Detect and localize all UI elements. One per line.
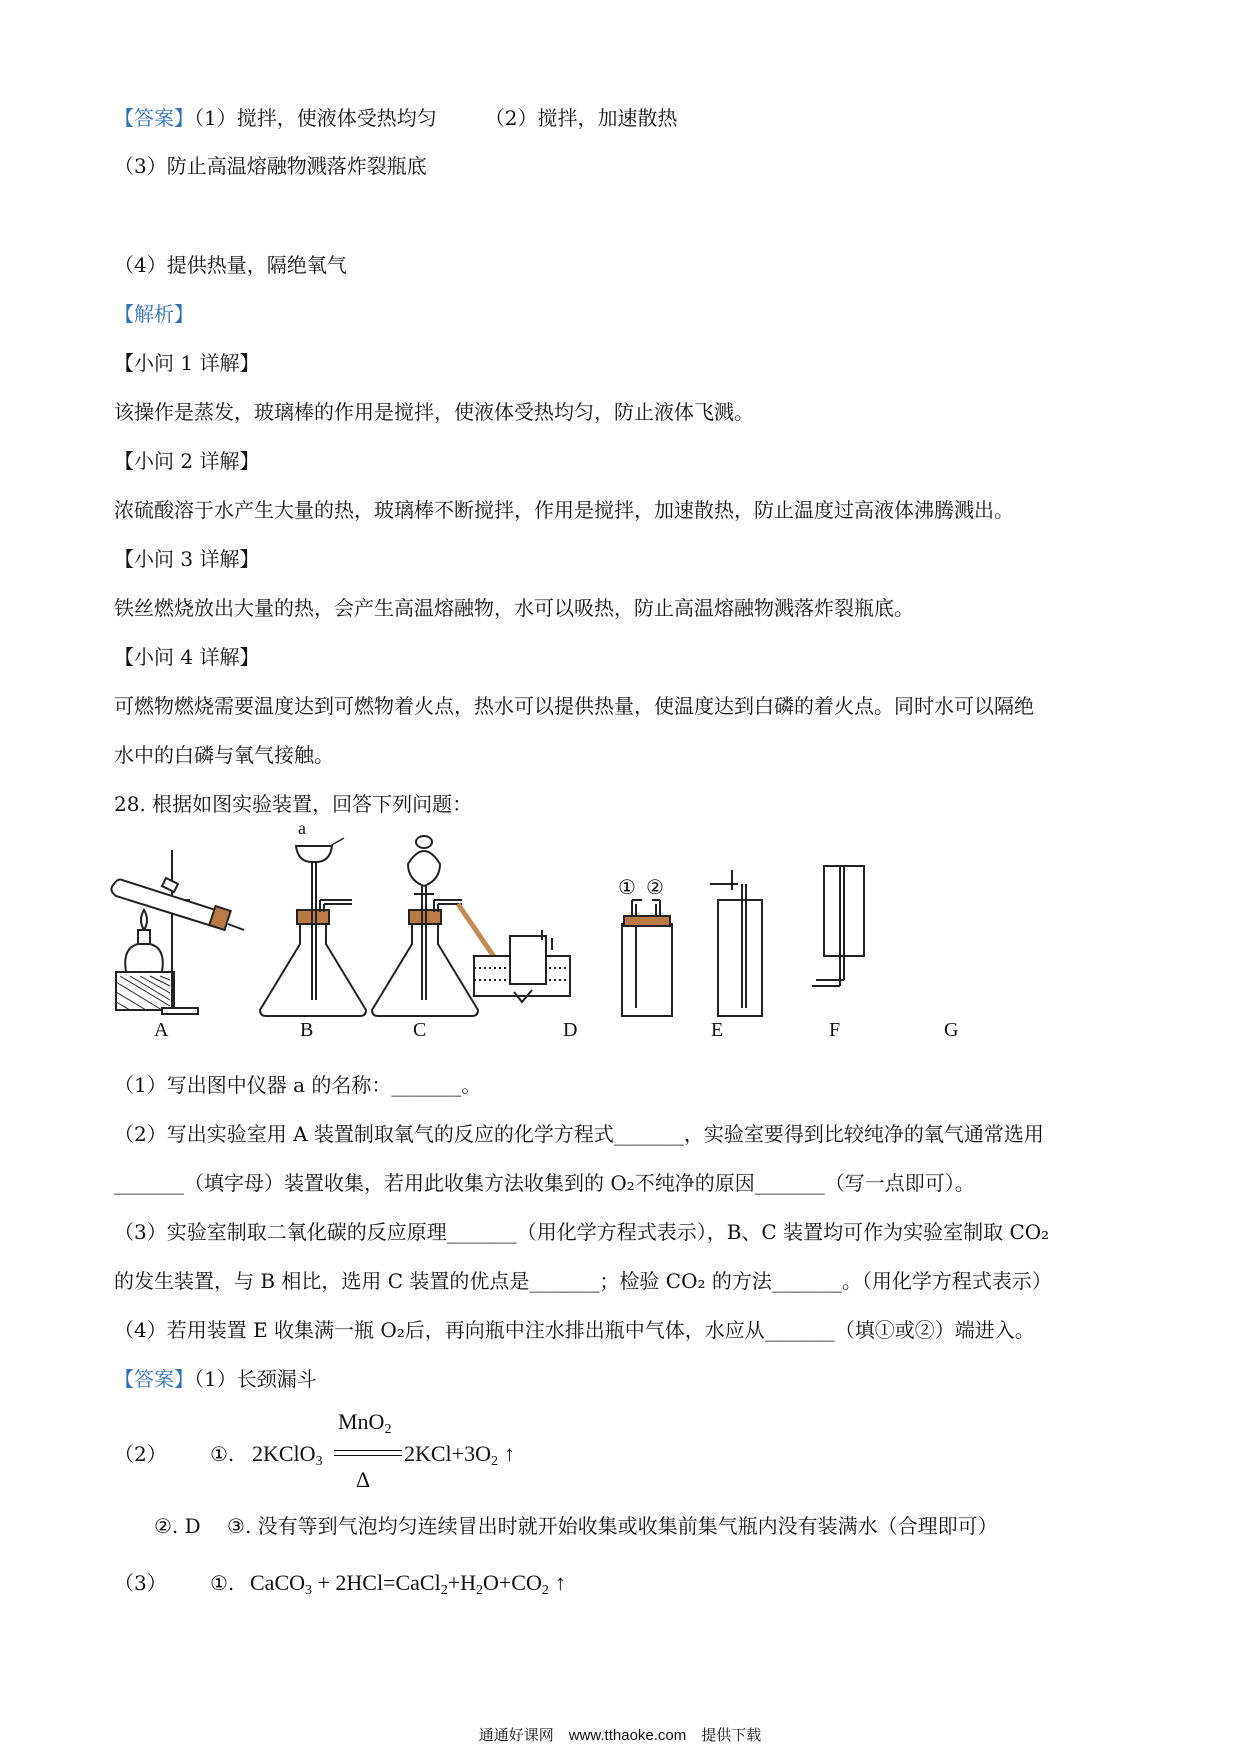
question-4: （4）若用装置 E 收集满一瓶 O₂后，再向瓶中注水排出瓶中气体，水应从_______（填①或②）端进入。 [114,1318,1035,1342]
question-28-title: 28. 根据如图实验装置，回答下列问题： [114,792,473,816]
apparatus-e-icon [622,900,672,1016]
question-2-line-1: （2）写出实验室用 A 装置制取氧气的反应的化学方程式_______，实验室要得到比较纯净的氧气通常选用 [114,1122,1044,1146]
figure-label-g: G [944,1019,959,1041]
gas-arrow-icon: ↑ [503,1441,515,1466]
sub-question-4-explanation-1: 可燃物燃烧需要温度达到可燃物着火点，热水可以提供热量，使温度达到白磷的着火点。同时水可以隔绝 [114,694,1034,718]
answer-28-2-heat: Δ [356,1467,371,1492]
answer-3: （3）防止高温熔融物溅落炸裂瓶底 [114,154,427,178]
label-port-1: ① [618,875,636,899]
question-2-line-2: _______（填字母）装置收集，若用此收集方法收集到的 O₂不纯净的原因_______（写一点即可）。 [114,1171,975,1195]
answer-28-2-catalyst: MnO$_2$ [338,1409,392,1437]
apparatus-g-icon [812,866,864,986]
answer-28-2-equation-left: 2KClO$_3$ [252,1441,323,1469]
apparatus-f-icon [710,870,762,1016]
answer-28-1: （1）长颈漏斗 [194,1367,317,1391]
figure-label-d: D [563,1019,578,1041]
label-port-2: ② [646,875,664,899]
equation-bar-top [334,1450,402,1451]
sub-question-2-heading: 【小问 2 详解】 [114,449,260,473]
answer-tag: 【答案】 [114,106,194,130]
answer-line-1 [114,104,677,132]
answer-28-2-line-2: ②. D ③. 没有等到气泡均匀连续冒出时就开始收集或收集前集气瓶内没有装满水（合理即可） [154,1514,998,1538]
answer-28-3-equation: CaCO$_3$ + $2HCl=CaCl_2+H_2O+CO_2$ ↑ [250,1570,566,1598]
page-footer: 通通好课网 www.tthaoke.com 提供下载 [478,1727,762,1744]
equation-bar-bottom [334,1455,402,1456]
answer-28-3-number: （3） [114,1571,167,1595]
answer-4: （4）提供热量，隔绝氧气 [114,253,347,277]
label-a: a [298,818,306,838]
sub-question-1-explanation: 该操作是蒸发，玻璃棒的作用是搅拌，使液体受热均匀，防止液体飞溅。 [114,400,754,424]
figure-label-e: E [711,1019,724,1041]
sub-question-4-heading: 【小问 4 详解】 [114,645,260,669]
figure-label-a: A [154,1019,169,1041]
figure-label-f: F [829,1019,841,1041]
gas-arrow-icon: ↑ [554,1570,566,1595]
answer-block-28-line-1 [114,1365,317,1393]
answer-28-2-number: （2） [114,1442,167,1466]
sub-question-3-explanation: 铁丝燃烧放出大量的热，会产生高温熔融物，水可以吸热，防止高温熔融物溅落炸裂瓶底。 [114,596,914,620]
answer-1: （1）搅拌，使液体受热均匀 [194,106,437,130]
figure-label-c: C [413,1019,427,1041]
sub-question-2-explanation: 浓硫酸溶于水产生大量的热，玻璃棒不断搅拌，作用是搅拌，加速散热，防止温度过高液体沸腾溅出。 [114,498,1014,522]
sub-question-1-heading: 【小问 1 详解】 [114,351,260,375]
question-3-line-2: 的发生装置，与 B 相比，选用 C 装置的优点是_______；检验 CO₂ 的方法_______。（用化学方程式表示） [114,1269,1052,1293]
question-1: （1）写出图中仪器 a 的名称：_______。 [114,1073,482,1097]
apparatus-a-icon [111,850,244,1014]
answer-28-2-circle: ①. [210,1442,235,1466]
answer-28-2-equation-right: $2KCl+3O_2$ ↑ [404,1441,515,1469]
apparatus-c-icon [372,836,478,1016]
apparatus-b-icon [260,838,366,1016]
sub-question-3-heading: 【小问 3 详解】 [114,547,260,571]
figure-label-b: B [300,1019,314,1041]
answer-28-3-circle: ①. [210,1571,235,1595]
apparatus-d-icon [458,904,570,1002]
apparatus-figure [112,818,1002,1055]
question-3-line-1: （3）实验室制取二氧化碳的反应原理_______（用化学方程式表示），B、C 装置均可作为实验室制取 CO₂ [114,1220,1050,1244]
answer-tag-28: 【答案】 [114,1367,194,1391]
sub-question-4-explanation-2: 水中的白磷与氧气接触。 [114,743,334,767]
answer-2: （2）搅拌，加速散热 [484,106,678,130]
analysis-tag: 【解析】 [114,302,194,326]
